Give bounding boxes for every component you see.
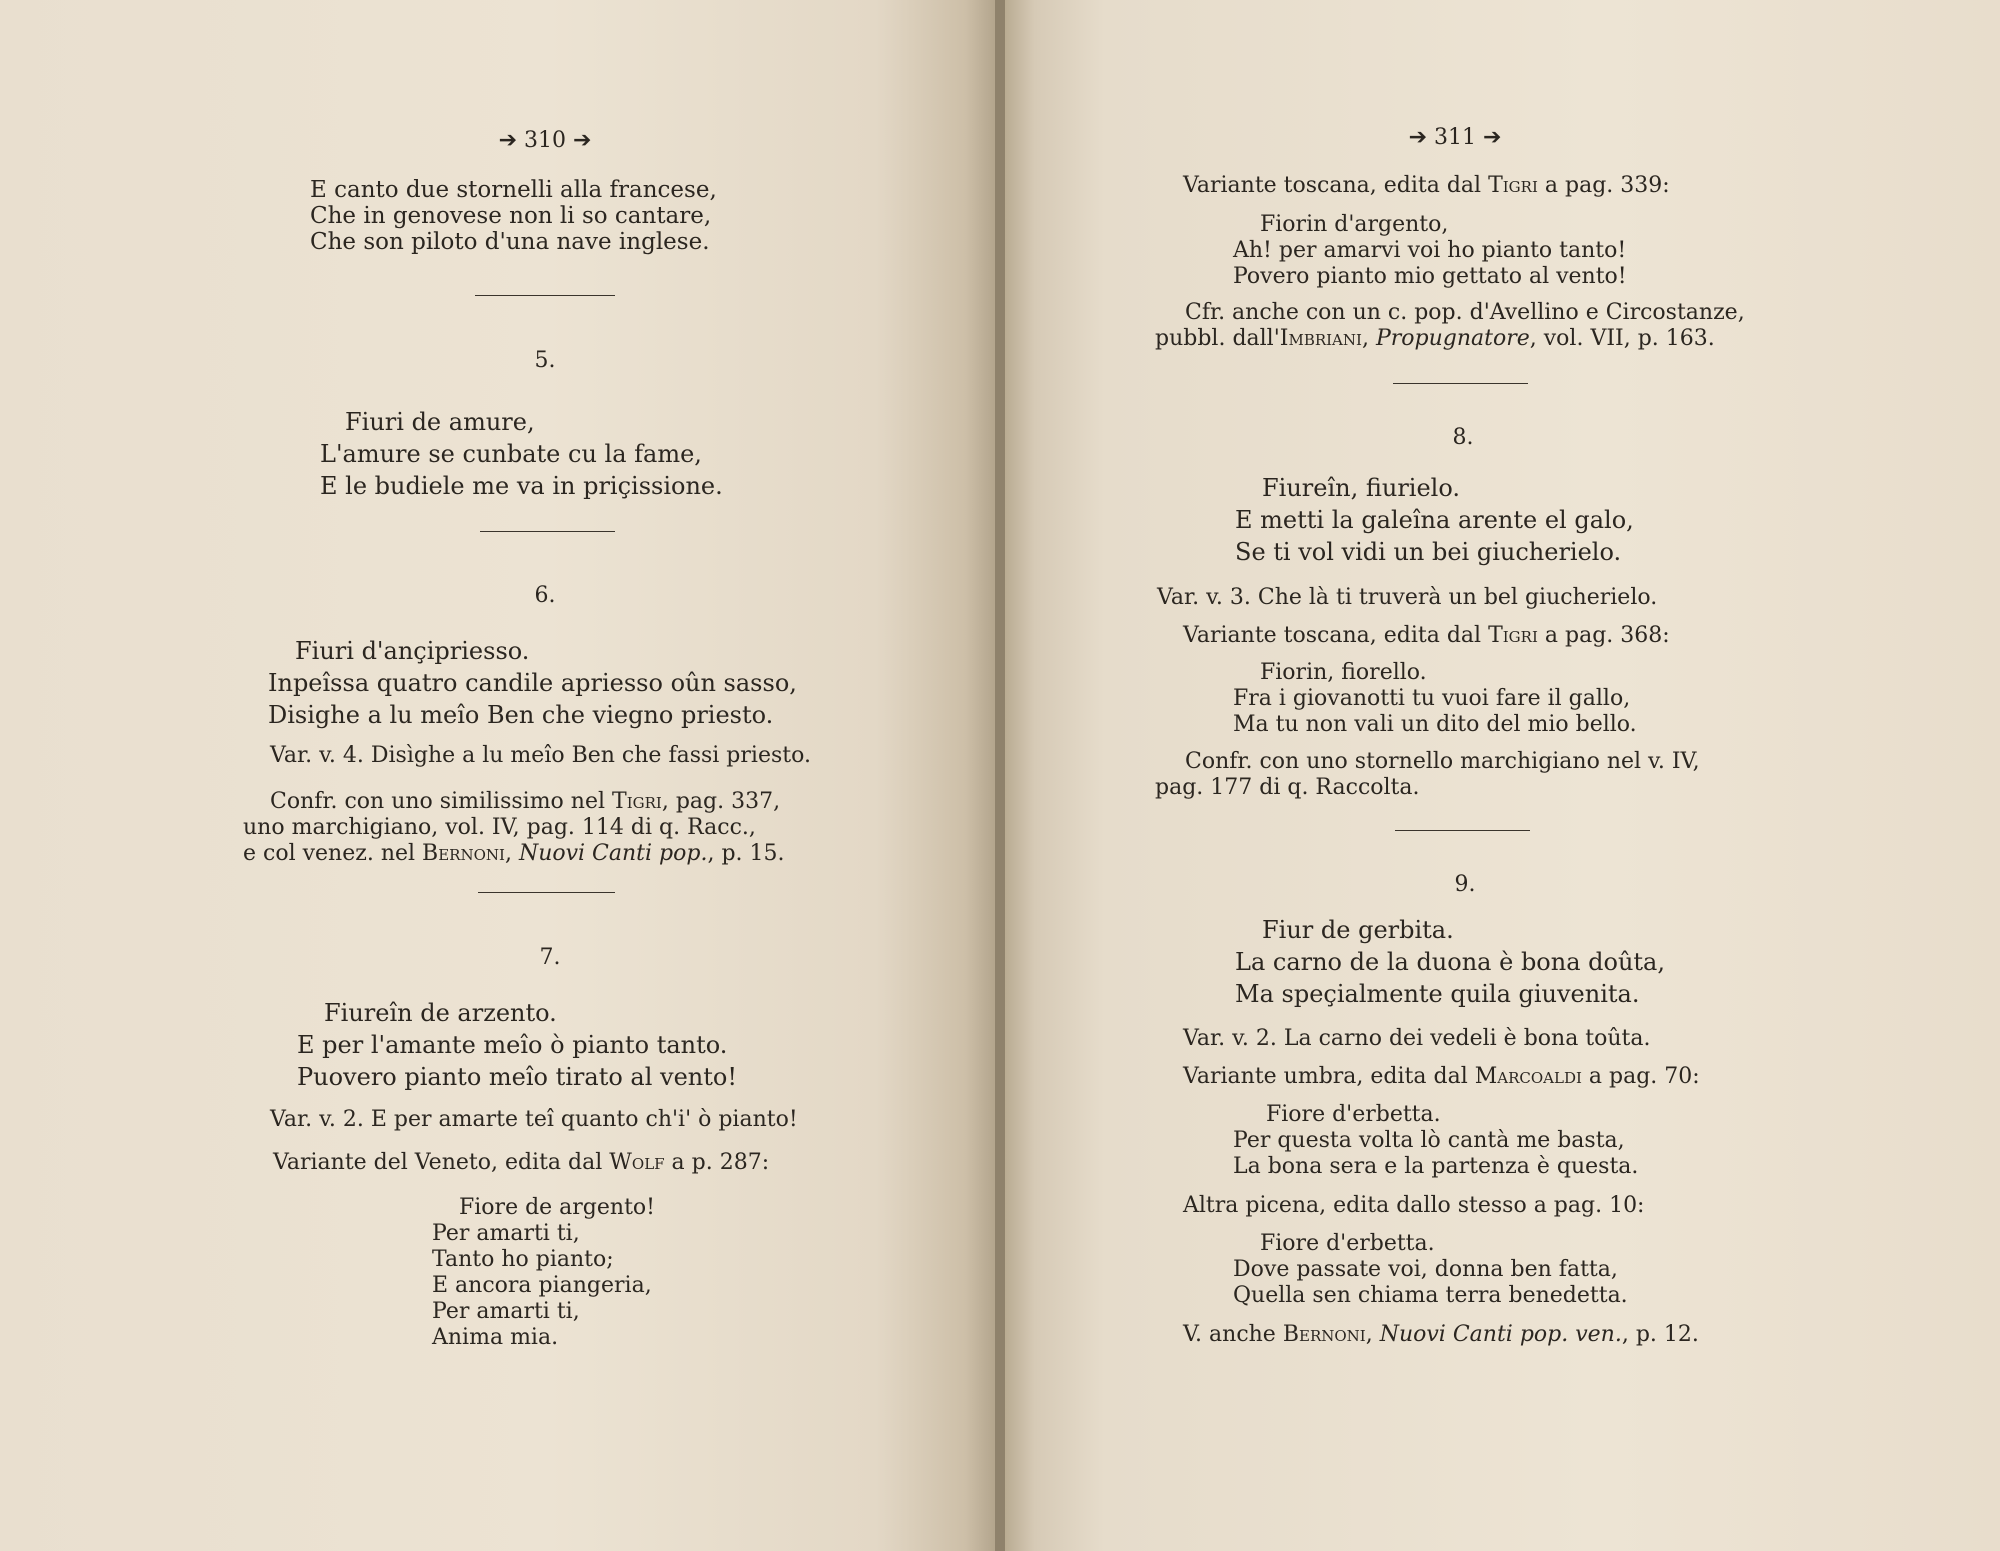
section-divider (478, 892, 615, 893)
confr-note: Confr. con uno similissimo nel Tigri, pag. 337, uno marchigiano, vol. IV, pag. 114 di q. Racc., e col venez. nel Bernoni, Nuovi Canti pop., p. 15. (243, 789, 785, 866)
ornament-right: ➔ (1483, 125, 1502, 150)
page-number-text: 311 (1434, 125, 1476, 150)
right-page (1005, 0, 2000, 1551)
verse-line: E per l'amante meîo ò pianto tanto. (297, 1031, 728, 1059)
variant-verse: Fiore d'erbetta. Dove passate voi, donna ben fatta, Quella sen chiama terra benedetta. (1233, 1231, 1628, 1308)
verse-line: La carno de la duona è bona doûta, (1235, 948, 1665, 976)
song-verse (1235, 914, 1665, 1010)
variant-verse: Fiorin, fiorello. Fra i giovanotti tu vuoi fare il gallo, Ma tu non vali un dito del mio bello. (1233, 660, 1637, 737)
ornament-left: ➔ (498, 128, 517, 153)
song-verse (320, 406, 723, 502)
section-divider (1393, 383, 1528, 384)
variant-note: Var. v. 4. Disìghe a lu meîo Ben che fassi priesto. (270, 743, 811, 768)
variant-note: Var. v. 2. La carno dei vedeli è bona toûta. (1183, 1026, 1651, 1051)
intro-stanza (310, 177, 717, 255)
variant-source-note: Variante del Veneto, edita dal Wolf a p. 287: (273, 1150, 770, 1175)
ornament-left: ➔ (1408, 125, 1427, 150)
section-divider (1395, 830, 1530, 831)
verse-line: L'amure se cunbate cu la fame, (320, 440, 702, 468)
verse-line: Fiureîn, fiurielo. (1262, 474, 1460, 502)
verse-line: Se ti vol vidi un bei giucherielo. (1235, 538, 1622, 566)
section-divider (480, 531, 615, 532)
verse-line: Fiureîn de arzento. (324, 999, 557, 1027)
variant-note: Var. v. 3. Che là ti truverà un bel giucherielo. (1157, 585, 1658, 610)
variant-verse: Fiore de argento! Per amarti ti, Tanto ho pianto; E ancora piangeria, Per amarti ti, Anima mia. (432, 1195, 656, 1350)
ornament-right: ➔ (573, 128, 592, 153)
variant-source-note: Altra picena, edita dallo stesso a pag. 10: (1183, 1193, 1645, 1218)
variant-verse: Fiore d'erbetta. Per questa volta lò cantà me basta, La bona sera e la partenza è questa. (1233, 1102, 1639, 1179)
variant-source-note: Variante umbra, edita dal Marcoaldi a pag. 70: (1183, 1064, 1700, 1089)
song-number: 8. (1452, 425, 1474, 450)
verse-line: Che son piloto d'una nave inglese. (310, 229, 710, 255)
verse-line: E canto due stornelli alla francese, (310, 177, 717, 203)
book-gutter (995, 0, 1005, 1551)
verse-line: Fiuri d'ançipriesso. (295, 637, 530, 665)
verse-line: Fiuri de amure, (345, 408, 535, 436)
variant-verse: Fiorin d'argento, Ah! per amarvi voi ho pianto tanto! Povero pianto mio gettato al vento! (1233, 212, 1627, 289)
verse-line: E le budiele me va in priçissione. (320, 472, 723, 500)
song-number: 7. (539, 945, 561, 970)
section-divider (475, 295, 615, 296)
cfr-note: Cfr. anche con un c. pop. d'Avellino e Circostanze, pubbl. dall'Imbriani, Propugnatore, vol. VII, p. 163. (1155, 300, 1745, 351)
confr-note: Confr. con uno stornello marchigiano nel v. IV, pag. 177 di q. Raccolta. (1155, 749, 1700, 800)
left-page-number (490, 128, 600, 154)
variant-source-note: Variante toscana, edita dal Tigri a pag. 368: (1183, 623, 1670, 648)
verse-line: Puovero pianto meîo tirato al vento! (297, 1063, 738, 1091)
song-number: 5. (534, 348, 556, 373)
verse-line: Che in genovese non li so cantare, (310, 203, 712, 229)
song-verse (268, 635, 797, 731)
verse-line: Disighe a lu meîo Ben che viegno priesto. (268, 701, 774, 729)
song-number: 6. (534, 583, 556, 608)
verse-line: Inpeîssa quatro candile apriesso oûn sasso, (268, 669, 797, 697)
song-number: 9. (1454, 872, 1476, 897)
right-page-number (1400, 125, 1510, 151)
variant-source-note: Variante toscana, edita dal Tigri a pag. 339: (1183, 173, 1670, 198)
song-verse (297, 997, 737, 1093)
reference-note: V. anche Bernoni, Nuovi Canti pop. ven., p. 12. (1183, 1322, 1699, 1347)
page-number-text: 310 (524, 128, 566, 153)
variant-note: Var. v. 2. E per amarte teî quanto ch'i' ò pianto! (270, 1107, 798, 1132)
left-page (0, 0, 995, 1551)
verse-line: Ma speçialmente quila giuvenita. (1235, 980, 1640, 1008)
song-verse (1235, 472, 1634, 568)
verse-line: E metti la galeîna arente el galo, (1235, 506, 1634, 534)
verse-line: Fiur de gerbita. (1262, 916, 1454, 944)
